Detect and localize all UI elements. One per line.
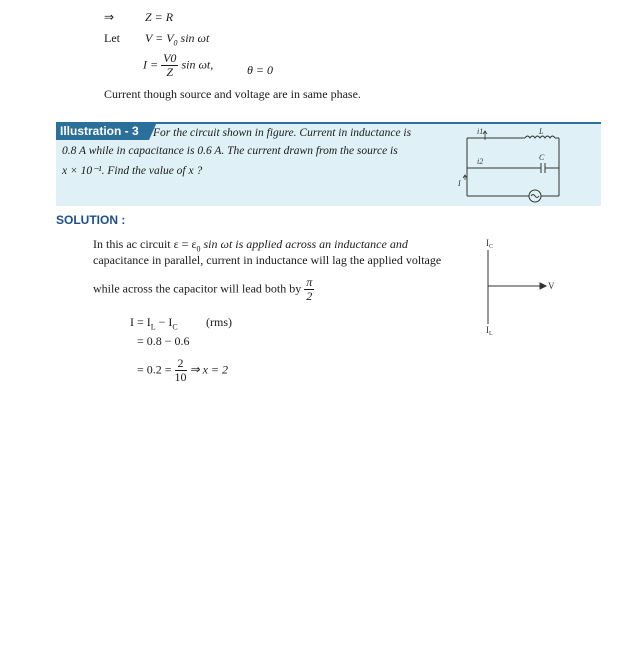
arrow-symbol: ⇒ <box>104 10 115 24</box>
equation-result: = 0.2 = $\frac{2}{10}$ ⇒ x = 2 <box>137 356 229 384</box>
phasor-diagram <box>478 236 558 341</box>
pi-over-two-fraction: $\frac{\pi}{2}$ <box>306 275 313 303</box>
phase-statement: Current though source and voltage are in same phase. <box>104 87 361 101</box>
two-over-ten-fraction: $\frac{2}{10}$ <box>174 356 187 384</box>
inductor-symbol <box>525 136 555 138</box>
equation-current-difference: $I = I_L - I_C$ <box>130 315 178 332</box>
circuit-diagram <box>455 124 595 208</box>
equation-rms-note: (rms) <box>206 315 232 329</box>
illustration-line-1: For the circuit shown in figure. Current in inductance is <box>153 127 412 139</box>
z-equals-r: Z = R <box>145 10 174 24</box>
solution-paragraph-line-3: while across the capacitor will lead both by $\frac{\pi}{2}$ <box>93 275 313 303</box>
let-label: Let <box>104 31 120 45</box>
illustration-tag: Illustration - 3 <box>56 122 149 140</box>
illustration-line-3: x × 10⁻¹. Find the value of x ? <box>62 165 203 177</box>
voltage-equation: $V = V_0$ sin ωt <box>145 31 210 48</box>
solution-paragraph-line-1: In this ac circuit $\varepsilon = \varepsilon_0$ sin ωt is applied across an inductance and <box>93 237 408 254</box>
phasor-label-il: $I_L$ <box>486 325 493 337</box>
label-i1: i1 <box>477 127 484 136</box>
label-i2: i2 <box>477 157 484 166</box>
current-equation: I = $\frac{V0}{Z}$ sin ωt, <box>143 51 214 79</box>
current-fraction: $\frac{V0}{Z}$ <box>163 51 177 79</box>
ac-source-symbol <box>529 190 541 202</box>
label-capacitor: C <box>539 153 545 162</box>
capacitor-symbol <box>541 163 545 173</box>
equation-substitution: = 0.8 − 0.6 <box>137 334 190 348</box>
phasor-label-v: V <box>548 281 555 291</box>
illustration-line-2: 0.8 A while in capacitance is 0.6 A. The current drawn from the source is <box>62 145 398 157</box>
phase-angle: θ = 0 <box>247 63 273 77</box>
solution-heading: SOLUTION : <box>56 213 126 227</box>
solution-paragraph-line-2: capacitance in parallel, current in inductance will lag the applied voltage <box>93 253 442 267</box>
phasor-label-ic: $I_C$ <box>486 238 494 250</box>
label-source-current: I <box>458 179 461 188</box>
label-inductor: L <box>539 127 544 136</box>
